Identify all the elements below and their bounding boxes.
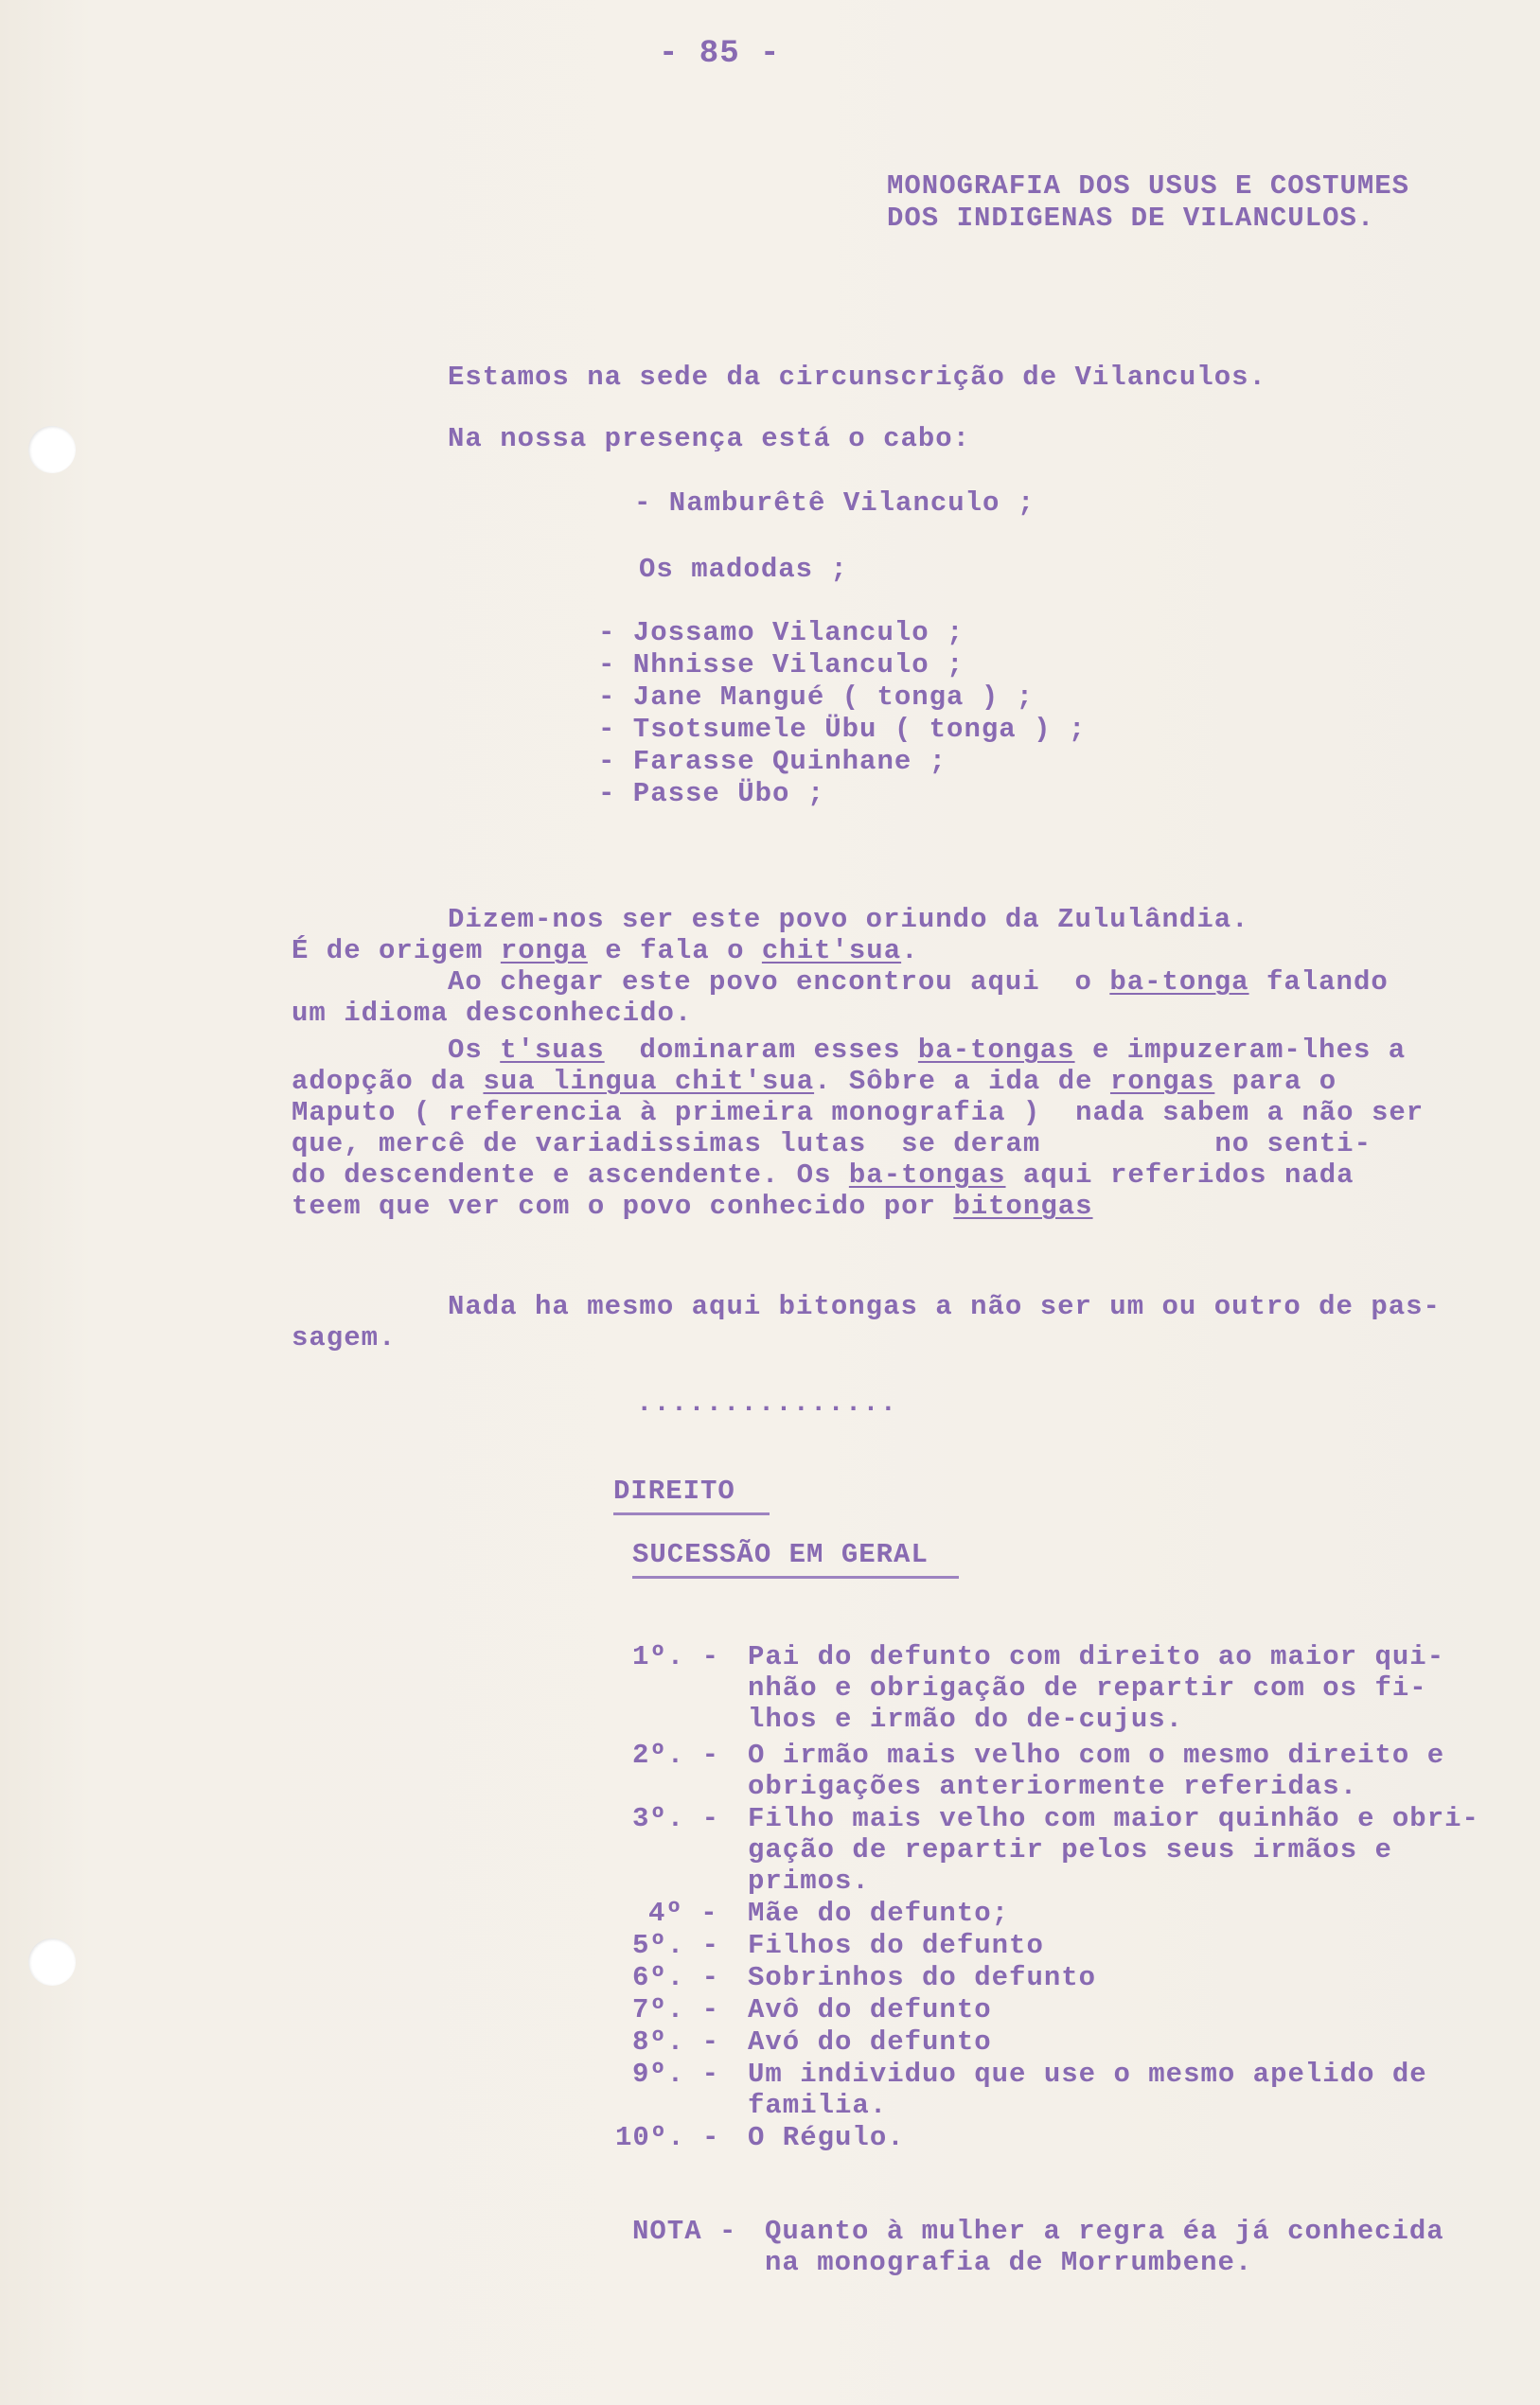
madoda-5: - Farasse Quinhane ; <box>598 746 947 777</box>
succession-9-number: 9º. - <box>632 2059 720 2090</box>
section-title-underline <box>613 1512 770 1515</box>
succession-3-line-3: primos. <box>748 1866 870 1897</box>
intro-line-1: Estamos na sede da circunscrição de Vilanculos. <box>448 362 1266 393</box>
succession-7-number: 7º. - <box>632 1994 720 2025</box>
para2-line-2: sagem. <box>292 1322 397 1353</box>
subsection-title-underline <box>632 1576 959 1579</box>
header-line-2: DOS INDIGENAS DE VILANCULOS. <box>887 203 1375 234</box>
madodas-label: Os madodas ; <box>639 554 848 585</box>
succession-1-line-1: Pai do defunto com direito ao maior qui- <box>748 1641 1445 1672</box>
para1-line-3: Ao chegar este povo encontrou aqui o ba-tonga falando <box>448 966 1389 998</box>
madoda-3: - Jane Mangué ( tonga ) ; <box>598 681 1035 713</box>
para1-line-2: É de origem ronga e fala o chit'sua. <box>292 935 919 966</box>
para1-line-4: um idioma desconhecido. <box>292 998 693 1029</box>
succession-10-line-1: O Régulo. <box>748 2122 905 2153</box>
madoda-1: - Jossamo Vilanculo ; <box>598 617 965 648</box>
succession-3-line-1: Filho mais velho com maior quinhão e obri- <box>748 1803 1479 1834</box>
separator-dots: ............... <box>636 1388 898 1419</box>
succession-7-line-1: Avô do defunto <box>748 1994 992 2025</box>
cabo-name: - Namburêtê Vilanculo ; <box>634 487 1036 519</box>
succession-9-line-2: familia. <box>748 2090 888 2121</box>
para1-line-8: que, mercê de variadissimas lutas se deram no senti- <box>292 1128 1372 1159</box>
succession-2-line-1: O irmão mais velho com o mesmo direito e <box>748 1740 1445 1771</box>
succession-1-number: 1º. - <box>632 1641 720 1672</box>
succession-8-number: 8º. - <box>632 2026 720 2058</box>
para1-line-10: teem que ver com o povo conhecido por bitongas <box>292 1191 1093 1222</box>
succession-6-line-1: Sobrinhos do defunto <box>748 1962 1097 1993</box>
succession-5-line-1: Filhos do defunto <box>748 1930 1044 1961</box>
para1-line-1: Dizem-nos ser este povo oriundo da Zululândia. <box>448 904 1249 935</box>
succession-10-number: 10º. - <box>615 2122 720 2153</box>
subsection-title: SUCESSÃO EM GERAL <box>632 1539 929 1570</box>
punch-hole-top <box>28 426 76 473</box>
para1-line-9: do descendente e ascendente. Os ba-tongas aqui referidos nada <box>292 1159 1354 1191</box>
para1-line-5: Os t'suas dominaram esses ba-tongas e impuzeram-lhes a <box>448 1035 1407 1066</box>
succession-8-line-1: Avó do defunto <box>748 2026 992 2058</box>
madoda-2: - Nhnisse Vilanculo ; <box>598 649 965 681</box>
page-number: - 85 - <box>659 36 781 72</box>
madoda-6: - Passe Übo ; <box>598 778 825 809</box>
succession-1-line-2: nhão e obrigação de repartir com os fi- <box>748 1672 1427 1704</box>
nota-label: NOTA - <box>632 2216 737 2247</box>
para1-line-6: adopção da sua lingua chit'sua. Sôbre a ida de rongas para o <box>292 1066 1337 1097</box>
nota-line-2: na monografia de Morrumbene. <box>765 2247 1253 2278</box>
succession-2-line-2: obrigações anteriormente referidas. <box>748 1771 1358 1802</box>
para1-line-7: Maputo ( referencia à primeira monografia ) nada sabem a não ser <box>292 1097 1425 1128</box>
succession-9-line-1: Um individuo que use o mesmo apelido de <box>748 2059 1427 2090</box>
succession-3-line-2: gação de repartir pelos seus irmãos e <box>748 1834 1392 1866</box>
madoda-4: - Tsotsumele Übu ( tonga ) ; <box>598 714 1087 745</box>
section-title: DIREITO <box>613 1476 735 1507</box>
succession-1-line-3: lhos e irmão do de-cujus. <box>748 1704 1184 1735</box>
nota-line-1: Quanto à mulher a regra éa já conhecida <box>765 2216 1444 2247</box>
succession-6-number: 6º. - <box>632 1962 720 1993</box>
succession-5-number: 5º. - <box>632 1930 720 1961</box>
succession-3-number: 3º. - <box>632 1803 720 1834</box>
succession-2-number: 2º. - <box>632 1740 720 1771</box>
succession-4-line-1: Mãe do defunto; <box>748 1898 1010 1929</box>
punch-hole-bottom <box>28 1938 76 1986</box>
para2-line-1: Nada ha mesmo aqui bitongas a não ser um ou outro de pas- <box>448 1291 1441 1322</box>
header-line-1: MONOGRAFIA DOS USUS E COSTUMES <box>887 170 1410 202</box>
intro-line-2: Na nossa presença está o cabo: <box>448 423 971 454</box>
succession-4-number: 4º - <box>648 1898 718 1929</box>
